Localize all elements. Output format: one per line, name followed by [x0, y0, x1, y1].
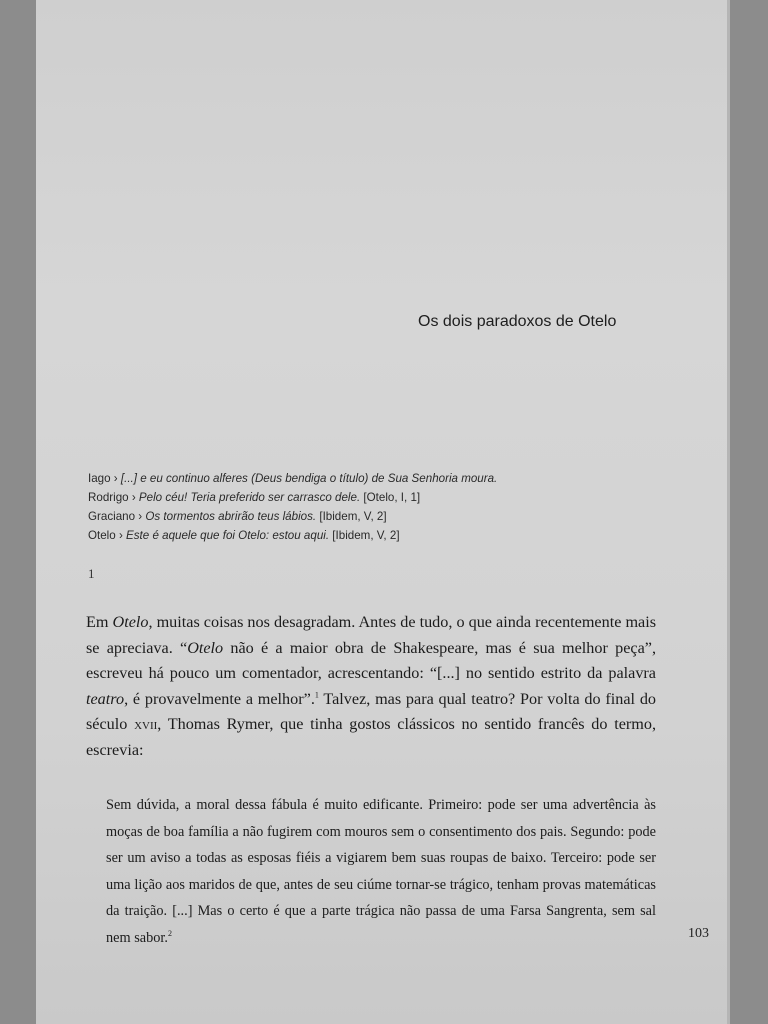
epigraph-speaker: Graciano	[88, 510, 136, 523]
page-number: 103	[688, 926, 709, 941]
epigraph-line	[88, 469, 588, 488]
book-page	[36, 0, 730, 1024]
century-numeral: xvii	[134, 715, 158, 733]
body-text-run: não é a maior obra de Shakespeare, mas é sua melhor peça”, escreveu há pouco um comentador, acrescentando: “[...] no sentido estrito da palavra	[86, 638, 656, 682]
body-text-italic: Otelo	[187, 638, 224, 657]
quote-text: Sem dúvida, a moral dessa fábula é muito edificante. Primeiro: pode ser uma advertência às moças de boa família a não fugirem com mouros sem o consentimento dos pais. Segundo: pode ser um aviso a todas as esposas fiéis a vigiarem bem suas roupas de baixo. Terceiro: pode ser uma lição aos maridos de que, antes de seu ciúme tornar-se trágico, tenham provas matemáticas da traição. [...] Mas o certo é que a parte trágica não passa de uma Farsa Sangrenta, sem sal nem sabor.	[106, 797, 656, 946]
epigraph-separator: ›	[135, 510, 146, 523]
body-text-run: Talvez, mas para qual teatro? Por volta do final do século	[86, 689, 657, 733]
epigraph-separator: ›	[115, 529, 127, 542]
block-quote	[106, 792, 656, 951]
epigraph-text: Os tormentos abrirão teus lábios.	[145, 510, 317, 523]
epigraph-reference: [Ibidem, V, 2]	[316, 510, 387, 523]
body-text-italic: Otelo	[112, 613, 149, 631]
footnote-marker: 2	[167, 928, 172, 938]
epigraph-speaker: Otelo	[88, 529, 116, 542]
epigraph-text: [...] e eu continuo alferes (Deus bendiga o título) de Sua Senhoria moura.	[120, 472, 498, 485]
epigraph-line	[88, 488, 588, 507]
page-edge	[727, 0, 730, 1024]
epigraph-separator: ›	[128, 491, 139, 504]
epigraph-text: Pelo céu! Teria preferido ser carrasco dele.	[138, 491, 361, 504]
epigraph	[88, 469, 588, 545]
epigraph-line	[88, 507, 588, 526]
body-text-italic: teatro	[86, 689, 125, 708]
body-text-run: , muitas coisas nos desagradam. Antes de tudo, o que ainda recentemente mais se apreciava. “	[86, 613, 657, 657]
body-text-run: Em	[86, 613, 113, 631]
chapter-title: Os dois paradoxos de Otelo	[418, 313, 617, 330]
epigraph-reference: [Ibidem, V, 2]	[329, 529, 400, 542]
epigraph-speaker: Iago	[88, 472, 111, 485]
body-paragraph	[86, 610, 656, 763]
epigraph-line	[88, 526, 588, 545]
epigraph-separator: ›	[110, 472, 121, 485]
epigraph-reference: [Otelo, I, 1]	[360, 491, 421, 504]
section-number: 1	[88, 566, 95, 581]
footnote-marker: 1	[314, 690, 319, 700]
epigraph-speaker: Rodrigo	[88, 491, 129, 504]
body-text-run: , é provavelmente a melhor”.	[124, 689, 315, 708]
epigraph-text: Este é aquele que foi Otelo: estou aqui.	[126, 529, 330, 542]
body-text-run: , Thomas Rymer, que tinha gostos clássicos no sentido francês do termo, escrevia:	[86, 715, 656, 759]
